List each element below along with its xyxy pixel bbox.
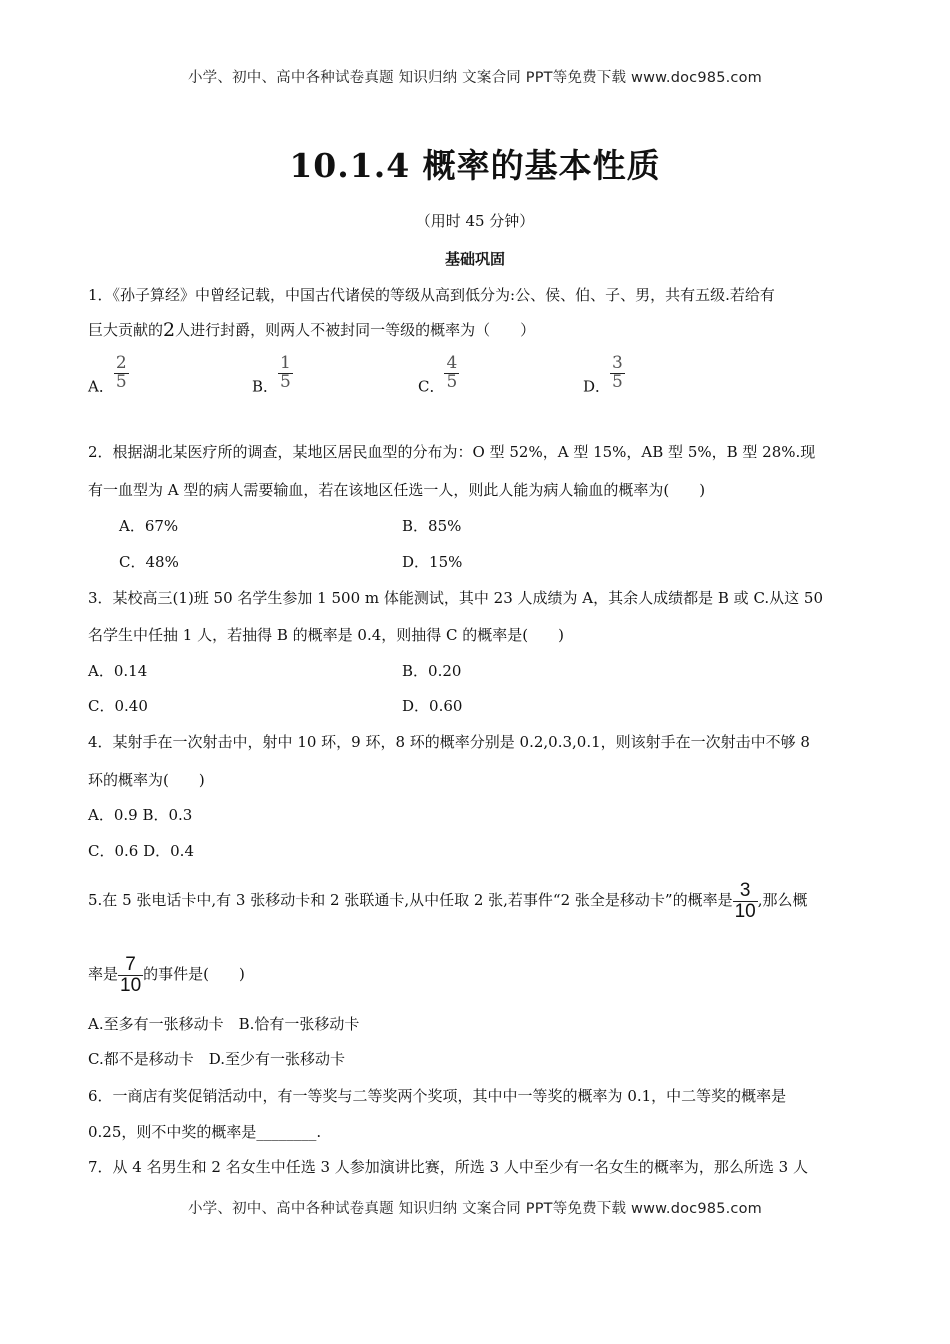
- fraction-7-10: $\frac{7}{10}$: [120, 953, 142, 996]
- q5-options-cd: C.都不是移动卡 D.至少有一张移动卡: [88, 1050, 345, 1068]
- q3-line1: 3．某校高三(1)班 50 名学生参加 1 500 m 体能测试，其中 23 人成绩为 A，其余人成绩都是 B 或 C.从这 50: [88, 589, 824, 607]
- q2-option-a: A．67%: [119, 517, 179, 535]
- q5-text-b: ,那么概: [757, 891, 808, 909]
- q4-line1: 4．某射手在一次射击中，射中 10 环，9 环，8 环的概率分别是 0.2,0.3,0.1，则该射手在一次射击中不够 8: [88, 733, 810, 751]
- q1-number: 2: [163, 319, 176, 341]
- q5-text-d: 的事件是( ): [143, 965, 245, 983]
- time-note: （用时 45 分钟）: [415, 212, 535, 230]
- q1-option-d: [583, 355, 625, 396]
- fraction-3-10: $\frac{3}{10}$: [734, 879, 756, 922]
- q1-line1: 1．《孙子算经》中曾经记载，中国古代诸侯的等级从高到低分为:公、侯、伯、子、男，共有五级.若给有: [88, 286, 775, 304]
- q3-option-a: A．0.14: [88, 662, 148, 680]
- q2-line2: 有一血型为 A 型的病人需要输血，若在该地区任选一人，则此人能为病人输血的概率为( ): [88, 481, 706, 499]
- q4-options-cd: C．0.6 D．0.4: [88, 842, 194, 860]
- q5-line1: [88, 876, 808, 924]
- q4-options-ab: A．0.9 B．0.3: [88, 806, 193, 824]
- option-label: C．: [418, 377, 445, 396]
- q3-line2: 名学生中任抽 1 人，若抽得 B 的概率是 0.4，则抽得 C 的概率是( ): [88, 626, 564, 644]
- q5-line2: [88, 950, 245, 998]
- q1-text-b: 人进行封爵，则两人不被封同一等级的概率为（ ）: [175, 321, 536, 339]
- fraction: $\frac{1}{5}$: [280, 353, 291, 392]
- q4-line2: 环的概率为( ): [88, 771, 205, 789]
- q3-option-c: C．0.40: [88, 697, 148, 715]
- q1-text-a: 巨大贡献的: [88, 321, 164, 339]
- q1-option-a: [88, 355, 129, 396]
- q5-text-a: 5.在 5 张电话卡中,有 3 张移动卡和 2 张联通卡,从中任取 2 张,若事件“2 张全是移动卡”的概率是: [88, 891, 733, 909]
- q1-option-c: [418, 355, 459, 396]
- q2-line1: 2．根据湖北某医疗所的调查，某地区居民血型的分布为：O 型 52%，A 型 15%，AB 型 5%，B 型 28%.现: [88, 443, 816, 461]
- option-label: D．: [583, 377, 611, 396]
- option-label: A．: [88, 377, 114, 396]
- q5-options-ab: A.至多有一张移动卡 B.恰有一张移动卡: [88, 1015, 360, 1033]
- q2-option-d: D．15%: [402, 553, 463, 571]
- fraction: $\frac{3}{5}$: [612, 353, 623, 392]
- page-title: 10.1.4 概率的基本性质: [289, 146, 661, 185]
- q1-line2: [88, 320, 535, 340]
- section-heading: 基础巩固: [444, 250, 505, 268]
- fraction: $\frac{2}{5}$: [115, 353, 127, 392]
- fraction: $\frac{4}{5}$: [446, 353, 458, 392]
- option-label: B．: [252, 377, 279, 396]
- q2-option-b: B．85%: [402, 517, 462, 535]
- bottom-banner: 小学、初中、高中各种试卷真题 知识归纳 文案合同 PPT等免费下载 www.doc985.com: [187, 1201, 763, 1217]
- q5-text-c: 率是: [88, 965, 119, 983]
- top-banner: 小学、初中、高中各种试卷真题 知识归纳 文案合同 PPT等免费下载 www.doc985.com: [187, 70, 763, 86]
- q2-option-c: C．48%: [119, 553, 179, 571]
- q6-line1: 6．一商店有奖促销活动中，有一等奖与二等奖两个奖项，其中中一等奖的概率为 0.1，中二等奖的概率是: [88, 1087, 787, 1105]
- q3-option-b: B．0.20: [402, 662, 462, 680]
- q6-line2: 0.25，则不中奖的概率是________.: [88, 1123, 322, 1141]
- q7-line1: 7．从 4 名男生和 2 名女生中任选 3 人参加演讲比赛，所选 3 人中至少有一名女生的概率为，那么所选 3 人: [88, 1158, 808, 1176]
- q3-option-d: D．0.60: [402, 697, 463, 715]
- q1-option-b: [252, 355, 293, 396]
